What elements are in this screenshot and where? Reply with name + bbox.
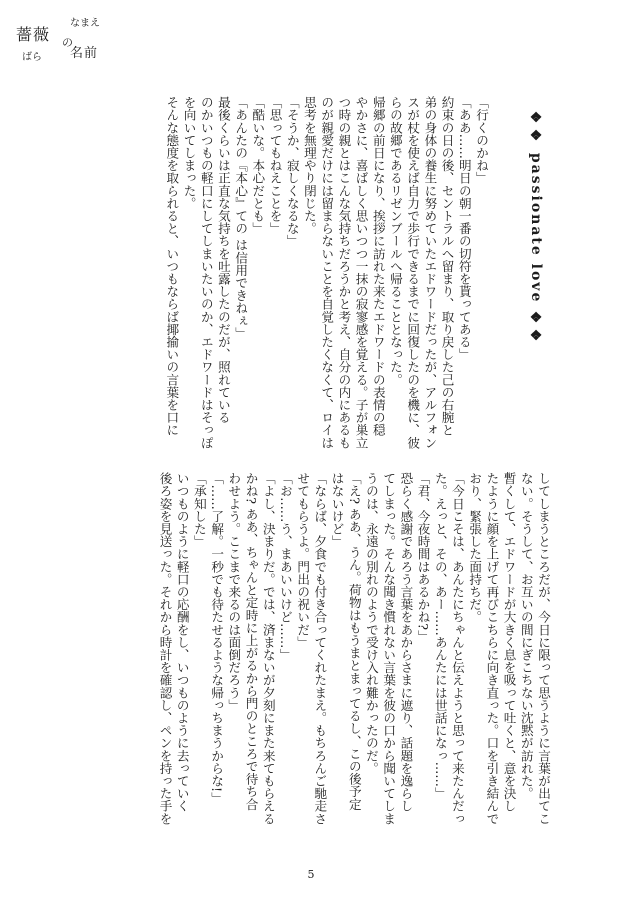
chapter-title: ❖❖ passionate love ❖❖ [528, 110, 544, 347]
page-number: 5 [307, 868, 315, 881]
running-head [12, 12, 152, 64]
running-head-kanji: 薔薇 [16, 25, 51, 44]
running-head-name: 名前 [70, 46, 99, 61]
running-head-ruby-top: なまえ [70, 18, 100, 29]
running-head-particle: の [62, 36, 73, 49]
running-head-ruby-bottom: ばら [22, 52, 42, 63]
upper-text-block: 「行くのかね」 「ああ……明日の朝一番の切符を貰ってある」 約束の日の後、セントラルへ留まり、取り戻した己の右腕と 弟の身体の養生に努めていたエドワードだったが、アルフォン スが杖を使えば自力で歩行できるまでに回復したのを機に、彼 らの故郷であるリゼンブールへ帰ることとなった。 帰郷の前日になり、挨拶に訪れた来たエドワードの表情の穏 やかさに、喜ばしく思いつつ一抹の寂寥感を覚える。子が巣立 つ時の親とはこんな気持ちだろうかと考え、自分の内にあるも のが親愛だけには留まらないことを自覚したくなくて、ロイは 思考を無理やり閉じた。 「そうか、寂しくなるな」 「思ってもねえことを」 「酷いな。本心だとも」 「あんたの『本心』ての は信用できねぇ」 最後くらいは正直な気持ちを吐露したのだが、照れている のかいつもの軽口にしてしまいたいのか、エドワードはそっぽ を向いてしまった。 そんな態度を取られると、いつもならば揶揄いの言葉を口に [164, 96, 489, 449]
lower-text-block: してしまうところだが、今日に限って思うように言葉が出てこ ない。そうして、お互いの間にぎこちない沈黙が訪れた。 暫くして、エドワードが大きく息を吸って吐くと、意を決し たように顔を上げて再びこちらに向き直った。口を引き結んで おり、緊張した面持ちだ。 「今日こそは、あんたにちゃんと伝えようと思って来たんだっ た。えっと、その、あー……あんたには世話になっ……」 「君、今夜時間はあるかね?」 恐らく感謝であろう言葉をあからさまに遮り、話題を逸らし てしまった。そんな聞き慣れない言葉を彼の口から聞いてしま うのは、永遠の別れのようで受け入れ難かったのだ。 「え? ああ、うん。荷物はもうまとまってるし、この後予定 はないけど」 「ならば、夕食でも付き合ってくれたまえ。もちろんご馳走さ せてもらうよ。門出の祝いだ」 「お……う、まあいいけど……」 「よし、決まりだ。では、済まないが夕刻にまた来てもらえる かね? ああ、ちゃんと定時に上がるから門のところで待ち合 わせよう。ここまで来るのは面倒だろう」 「……了解。一秒でも待たせるような帰っちまうからな!」 「承知した」 いつものように軽口の応酬をし、いつものように去っていく 後ろ姿を見送った。それから時計を確認し、ペンを持った手を [157, 472, 551, 825]
